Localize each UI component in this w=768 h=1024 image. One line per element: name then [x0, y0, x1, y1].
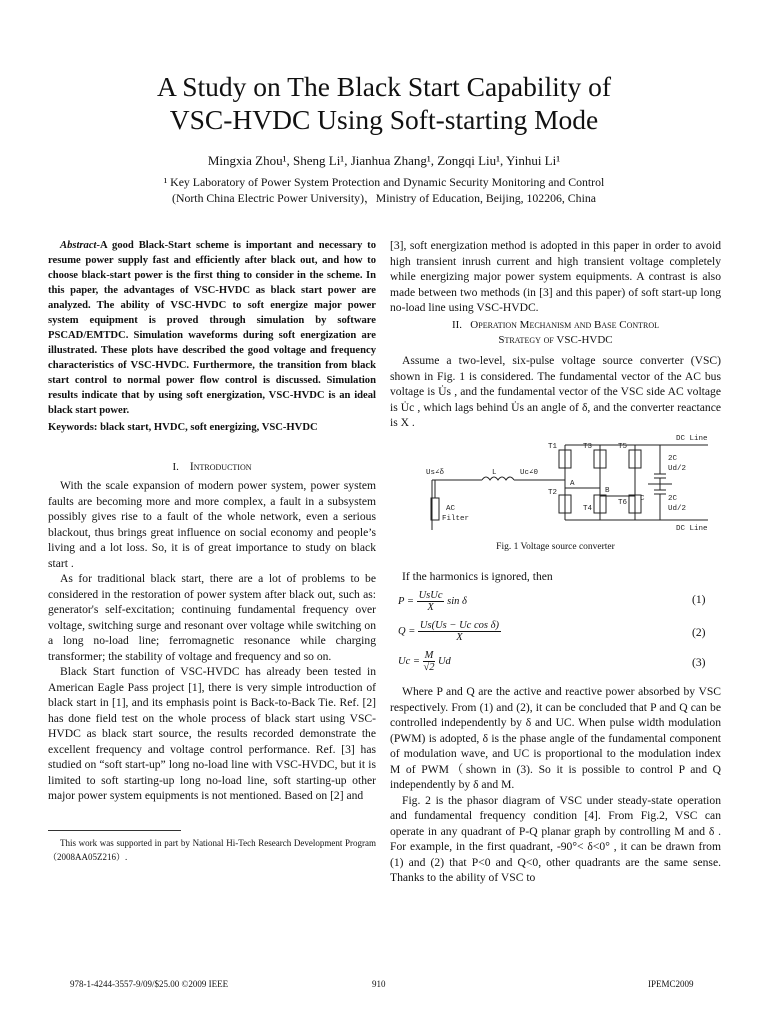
footer-isbn: 978-1-4244-3557-9/09/$25.00 ©2009 IEEE	[70, 979, 229, 989]
label-t2: T2	[548, 489, 558, 497]
equation-3: Uc = $\frac{M}{√2}$ Ud	[398, 650, 451, 673]
vsc-circuit-diagram	[420, 430, 710, 535]
equation-3-number: (3)	[692, 656, 706, 669]
footer-conference: IPEMC2009	[648, 979, 694, 989]
label-us: Us∠δ	[426, 469, 445, 477]
abstract: Abstract-A good Black-Start scheme is important and necessary to resume power supply fast and efficiently after black out, and how to choose black-start power is the first thing to consider in the scheme. In this paper, the advantages of VSC-HVDC as black start power are analyzed. The ability of VSC-HVDC to soft energize major power system equipment is proved through simulation by software PSCAD/EMTDC. Simulation waveforms during soft energization are illustrated. These plots have described the good voltage and frequency characteristics of VSC-HVDC. Furthermore, the transition from black start control to normal power flow control is discussed. Simulation results indicate that by using soft energization, VSC-HVDC is an ideal black start power.	[48, 240, 376, 416]
figure-caption: Fig. 1 Voltage source converter	[496, 542, 615, 552]
label-dc-line-top: DC Line	[676, 435, 708, 443]
label-t5: T5	[618, 443, 628, 451]
equation-2-number: (2)	[692, 626, 706, 639]
footnote-rule	[48, 830, 181, 831]
label-uc: Uc∠0	[520, 469, 539, 477]
label-cap-bottom: 2C	[668, 495, 678, 503]
section-heading-operation: II. Operation Mechanism and Base Control Strategy of VSC-HVDC	[451, 319, 660, 346]
label-a: A	[570, 480, 575, 488]
label-t3: T3	[583, 443, 593, 451]
affiliation: ¹ Key Laboratory of Power System Protection and Dynamic Security Monitoring and Control (North China Electric Power University)，Ministry of Education, Beijing, 102206, China	[163, 175, 605, 205]
label-filter: Filter	[442, 515, 470, 523]
paper-title: A Study on The Black Start Capability of VSC-HVDC Using Soft-starting Mode	[157, 71, 611, 135]
label-c: C	[640, 495, 645, 503]
operation-paragraph: Assume a two-level, six-pulse voltage source converter (VSC) shown in Fig. 1 is considered. The fundamental vector of the AC bus voltage is U̇s , and the fundamental vector of the VSC side AC voltage is U̇c , which lags behind U̇s an angle of δ, and the converter reactance is X .	[390, 354, 721, 429]
label-cap-top-voltage: Ud/2	[668, 465, 687, 473]
keywords: Keywords: black start, HVDC, soft energizing, VSC-HVDC	[48, 422, 318, 433]
author-list: Mingxia Zhou¹, Sheng Li¹, Jianhua Zhang¹, Zongqi Liu¹, Yinhui Li¹	[207, 153, 561, 168]
label-t1: T1	[548, 443, 558, 451]
label-b: B	[605, 487, 610, 495]
label-filter-ac: AC	[446, 505, 456, 513]
label-l: L	[492, 469, 497, 477]
label-cap-top: 2C	[668, 455, 678, 463]
equation-1-number: (1)	[692, 593, 706, 606]
equation-2: Q = $\frac{\text{Us(Us − Uc cos δ)}}{X}$	[398, 620, 499, 643]
introduction-body: With the scale expansion of modern power system, power system faults are becoming more and more complex, a fault in a subsystem possibly gives rise to a fault of the whole network, even a serious blackout, thus brings great influence on social economy and people’s living and a lot loss. So, it is of great importance to study on black start . As for traditional black start, there are a lot of problems to be considered in the restoration of power system after black out, such as: generator's self-excitation; continuing fundamental frequency over voltage, switching surge and resonant over voltage while switching on a long no-load line; ferromagnetic resonance while charging transformer; the stability of voltage and frequency and so on. Black Start function of VSC-HVDC has already been tested in American Eagle Pass project [1], there is very simple introduction of black start in [1], and its emphasis point is Back-to-Back Tie. Ref. [2] has done field test on the whole process of black start using VSC-HVDC as black start source, the results recorded demonstrate the excellent frequency and voltage control performance. Ref. [3] has studied on “soft start-up” long no-load line with VSC-HVDC, but it is limited to soft starting-up long no-load line, soft starting-up other major power system equipments is not mentioned. Based on [2] and	[48, 479, 376, 802]
label-t4: T4	[583, 505, 593, 513]
funding-footnote: This work was supported in part by National Hi-Tech Research Development Program （2008AA05Z216）.	[48, 838, 376, 862]
section-heading-introduction: I. Introduction	[172, 461, 252, 473]
label-t6: T6	[618, 499, 628, 507]
page-number: 910	[372, 979, 386, 989]
harmonics-sentence: If the harmonics is ignored, then	[402, 570, 553, 583]
inductor	[482, 477, 514, 480]
right-column-discussion: Where P and Q are the active and reactive power absorbed by VSC respectively. From (1) and (2), it can be concluded that P and Q can be controlled independently by δ and UC. When pulse width modulation (PWM) is adopted, δ is the phase angle of the fundamental component of modulation wave, and UC is proportional to the modulation index M of PWM（shown in (3). So it is possible to control P and Q independently by δ and M. Fig. 2 is the phasor diagram of VSC under steady-state operation and fundamental frequency condition [4]. From Fig.2, VSC can operate in any quadrant of P-Q planar graph by controlling M and δ . For example, in the first quadrant, -90°< δ<0° , it can be drawn from (1) and (2) that P<0 and Q<0, other quadrants are the same sense. Thanks to the ability of VSC to	[390, 685, 721, 884]
label-dc-line-bottom: DC Line	[676, 525, 708, 533]
label-cap-bottom-voltage: Ud/2	[668, 505, 687, 513]
right-column-intro-continued: [3], soft energization method is adopted in this paper in order to avoid high transient inrush current and high transient voltage completely while energizing major power system equipments. A contrast is also made between two methods (in [3] and this paper) of soft start-up long no-load line using VSC-HVDC.	[390, 239, 721, 314]
equation-1: P = $\frac{\text{UsUc}}{X}$ sin δ	[398, 590, 467, 613]
